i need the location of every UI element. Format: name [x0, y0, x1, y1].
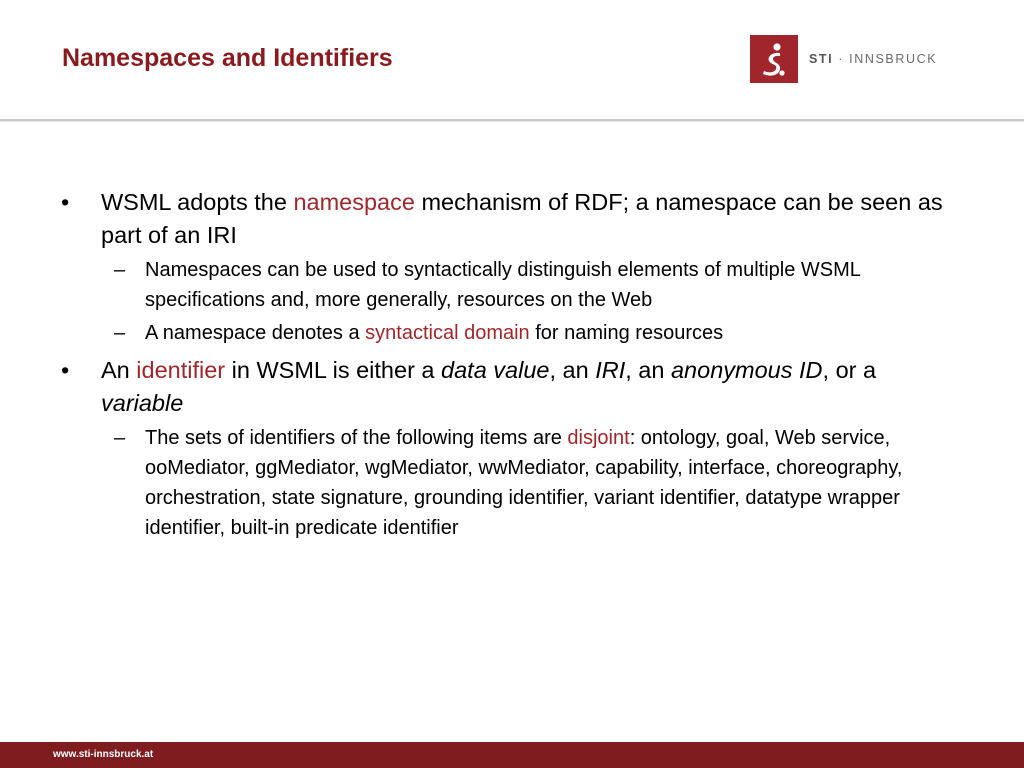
logo-location: INNSBRUCK [849, 52, 938, 66]
footer-url[interactable]: www.sti-innsbruck.at [53, 749, 154, 760]
highlight-term: identifier [136, 357, 226, 383]
logo-separator: · [833, 52, 850, 66]
bullet-item-1 [61, 186, 964, 252]
sub-bullet-text: for naming resources [529, 322, 724, 344]
highlight-term: disjoint [567, 427, 630, 449]
logo-brand: STI [809, 52, 834, 66]
header-divider-shadow [0, 121, 1024, 122]
bullet-text: , an [625, 357, 671, 383]
italic-term: anonymous ID [670, 357, 823, 383]
sti-innsbruck-logo [750, 34, 937, 84]
highlight-term: syntactical domain [365, 322, 530, 344]
italic-term: data value [441, 357, 550, 383]
dash-marker: – [114, 259, 126, 281]
italic-term: IRI [595, 357, 626, 383]
dash-marker: – [114, 322, 126, 344]
bullet-marker: • [61, 189, 70, 215]
sti-logo-icon [750, 35, 798, 83]
bullet-text: mechanism of RDF; a namespace can be seen as part of an IRI [101, 189, 943, 248]
sub-bullet-item [114, 318, 964, 348]
bullet-text: , an [549, 357, 596, 383]
italic-term: variable [101, 390, 184, 416]
bullet-text: An [101, 357, 137, 383]
logo-wordmark [809, 52, 937, 66]
sub-bullet-text: Namespaces can be used to syntactically distinguish elements of multiple WSML specifications and, more generally, resources on the Web [145, 259, 861, 311]
sub-bullet-text: : ontology, goal, Web service, ooMediator, ggMediator, wgMediator, wwMediator, capability, interface, choreography, orchestration, state signature, grounding identifier, variant identifier, datatype wrapper identifier, built-in predicate identifier [145, 427, 903, 539]
sub-bullet-item [114, 423, 964, 543]
dash-marker: – [114, 427, 126, 449]
bullet-marker: • [61, 357, 70, 383]
bullet-text: WSML adopts the [101, 189, 294, 215]
sub-bullet-text: The sets of identifiers of the following items are [145, 427, 568, 449]
sub-bullet-item [114, 255, 964, 315]
highlight-term: namespace [293, 189, 415, 215]
bullet-item-2 [61, 354, 964, 420]
bullet-text: , or a [822, 357, 877, 383]
bullet-text: in WSML is either a [225, 357, 442, 383]
slide-body [0, 186, 1024, 543]
sub-bullet-text: A namespace denotes a [145, 322, 366, 344]
slide-title: Namespaces and Identifiers [62, 44, 393, 72]
footer-bar [0, 742, 1024, 768]
